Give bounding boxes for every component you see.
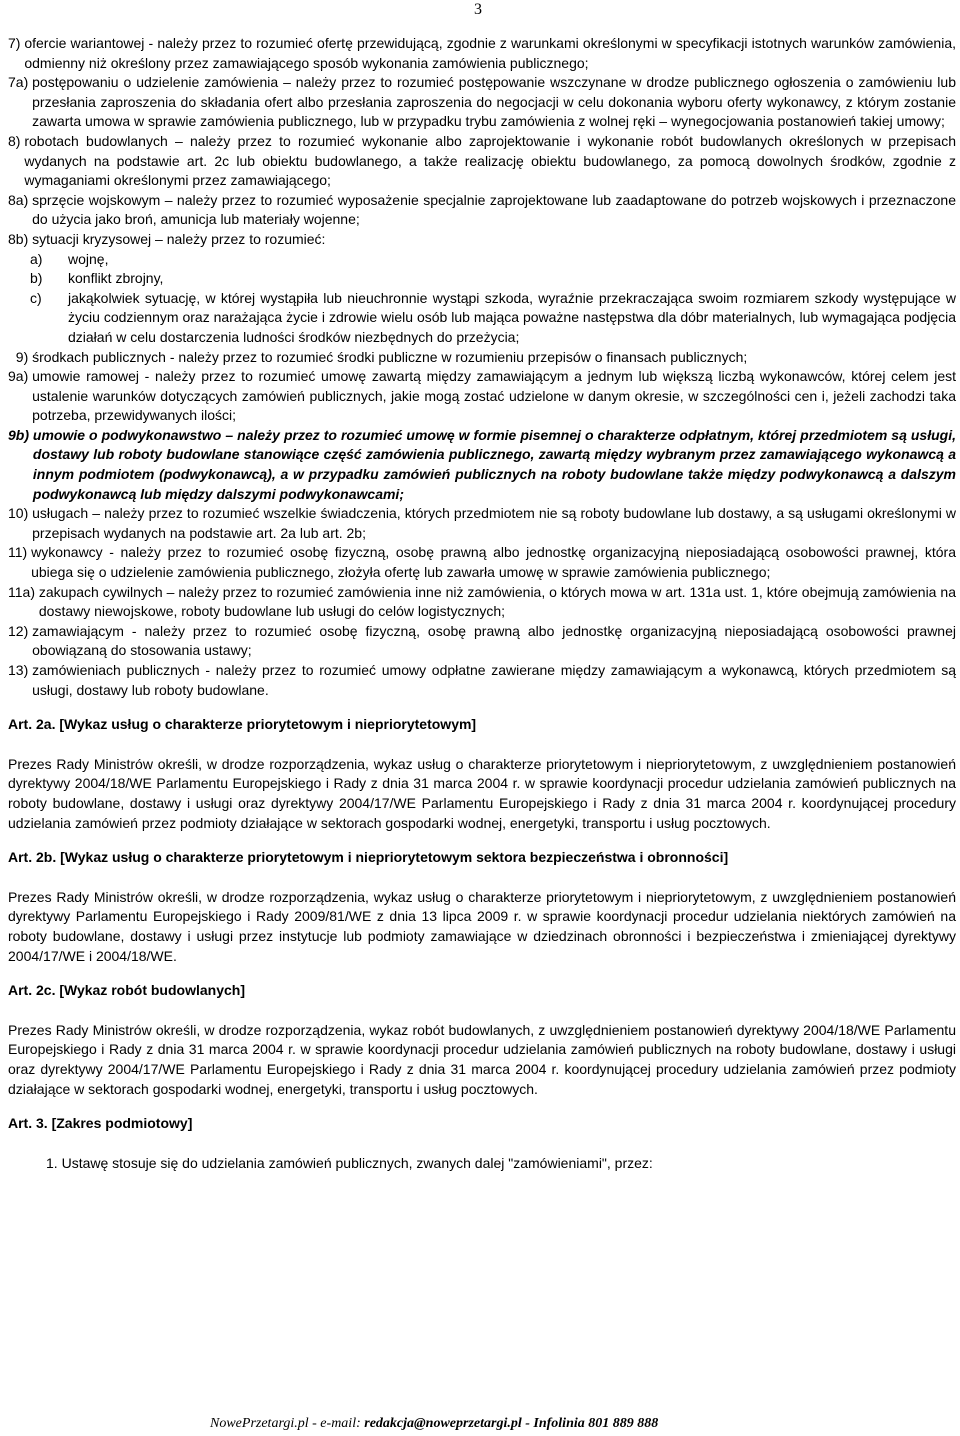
list-item: [8, 661, 956, 700]
list-item: [8, 543, 956, 582]
item-text: wykonawcy - należy przez to rozumieć osobę fizyczną, osobę prawną albo jednostkę organizacyjną nieposiadającą osobowości prawnej, która ubiega się o udzielenie zamówienia publicznego, złożyła ofertę lub zawarła umowę w sprawie zamówienia publicznego;: [31, 544, 956, 581]
footer: [210, 1416, 658, 1432]
definitions-list: [8, 34, 956, 250]
article-paragraph: Prezes Rady Ministrów określi, w drodze rozporządzenia, wykaz usług o charakterze priorytetowym i niepriorytetowym, z uwzględnieniem postanowień dyrektywy 2004/18/WE Parlamentu Europejskiego i Rady z dnia 31 marca 2004 r. w sprawie koordynacji procedur udzielania zamówień publicznych na roboty budowlane, dostawy i usługi oraz dyrektywy 2004/17/WE Parlamentu Europejskiego i Rady z dnia 31 marca 2004 r. koordynującej procedury udzielania zamówień przez podmioty działające w sektorach gospodarki wodnej, energetyki, transportu i usług pocztowych.: [8, 755, 956, 831]
list-item: [8, 34, 956, 73]
item-label: 9a): [8, 368, 33, 385]
list-item: [8, 622, 956, 661]
item-text: wojnę,: [68, 250, 109, 267]
item-label: 13): [8, 662, 33, 678]
list-item: [30, 250, 956, 270]
article-paragraph: Prezes Rady Ministrów określi, w drodze rozporządzenia, wykaz robót budowlanych, z uwzględnieniem postanowień dyrektywy 2004/18/WE Parlamentu Europejskiego i Rady z dnia 31 marca 2004 r. w sprawie koordynacji procedur udzielania zamówień publicznych na roboty budowlane, dostawy i usługi oraz dyrektywy 2004/17/WE Parlamentu Europejskiego i Rady z dnia 31 marca 2004 r. koordynującej procedury udzielania zamówień przez podmioty działające w sektorach gospodarki wodnej, energetyki, transportu i usług pocztowych.: [8, 1021, 956, 1097]
article-paragraph: Prezes Rady Ministrów określi, w drodze rozporządzenia, wykaz usług o charakterze priorytetowym i niepriorytetowym, z uwzględnieniem postanowień dyrektywy Parlamentu Europejskiego i Rady 2009/81/WE z dnia 13 lipca 2009 r. w sprawie koordynacji procedur udzielania niektórych zamówień na roboty budowlane, dostawy i usługi przez instytucje lub podmioty zamawiające w dziedzinach obronności i bezpieczeństwa i zmieniającej dyrektywy 2004/17/WE i 2004/18/WE.: [8, 888, 956, 964]
item-text: robotach budowlanych – należy przez to rozumieć wykonanie albo zaprojektowanie i wykonanie robót budowlanych określonych w przepisach wydanych na podstawie art. 2c lub obiektu budowlanego, a także realizację obiektu budowlanego, za pomocą dowolnych środków, zgodnie z wymaganiami określonymi przez zamawiającego;: [24, 132, 956, 189]
crisis-sublist: [8, 250, 956, 348]
footer-suffix: - Infolinia 801 889 888: [521, 1416, 659, 1431]
item-label: 11): [8, 544, 32, 561]
item-text: konflikt zbrojny,: [68, 270, 164, 287]
articles: [8, 715, 956, 1134]
article-3-item-1: [46, 1154, 956, 1174]
list-item: [30, 289, 956, 348]
item-text: środkach publicznych - należy przez to rozumieć środki publiczne w rozumieniu przepisów o finansach publicznych;: [32, 348, 748, 365]
page-number: 3: [474, 1, 482, 18]
list-item: [8, 191, 956, 230]
list-item: [8, 73, 956, 132]
list-item-9b: [8, 426, 956, 504]
item-text: postępowaniu o udzielenie zamówienia – należy przez to rozumieć postępowanie wszczynane w drodze publicznego ogłoszenia o zamówieniu lub przesłania zaproszenia do składania ofert albo przesłania zaproszenia do negocjacji w celu dokonania wyboru oferty wykonawcy, z którym zostanie zawarta umowa w sprawie zamówienia publicznego, lub w przypadku trybu zamówienia z wolnej ręki – wynegocjowania postanowień takiej umowy;: [32, 74, 956, 130]
item-text: umowie ramowej - należy przez to rozumieć umowę zawartą między zamawiającym a jednym lub większą liczbą wykonawców, której celem jest ustalenie warunków dotyczących zamówień publicznych, jakie mogą zostać udzielone w danym okresie, w szczególności cen i, jeżeli zachodzi taka potrzeba, przewidywanych ilości;: [32, 368, 956, 424]
item-label: 1.: [46, 1154, 62, 1171]
article-heading: Art. 2c. [Wykaz robót budowlanych]: [8, 982, 245, 999]
list-item: [8, 132, 956, 191]
item-label: 12): [8, 622, 33, 639]
item-label: 10): [8, 505, 33, 522]
list-item: [8, 583, 956, 622]
item-label: 8a): [8, 191, 33, 208]
item-text: umowie o podwykonawstwo – należy przez to rozumieć umowę w formie pisemnej o charakterze odpłatnym, której przedmiotem są usługi, dostawy lub roboty budowlane stanowiące część zamówienia publicznego, zawartą między wybranym przez zamawiającego wykonawcą a innym podmiotem (podwykonawcą), a w przypadku zamówień publicznych na roboty budowlane także między podwykonawcą a dalszym podwykonawcą lub między dalszymi podwykonawcami;: [32, 426, 956, 502]
item-label: 8): [8, 132, 25, 149]
definitions-list-final: [8, 504, 956, 700]
item-text: ofercie wariantowej - należy przez to rozumieć ofertę przewidującą, zgodnie z warunkami określonymi w specyfikacji istotnych warunków zamówienia, odmienny niż określony przez zamawiającego sposób wykonania zamówienia publicznego;: [24, 35, 956, 71]
item-label: 8b): [8, 230, 33, 247]
article-heading: Art. 2a. [Wykaz usług o charakterze priorytetowym i niepriorytetowym]: [8, 716, 477, 733]
item-text: zakupach cywilnych – należy przez to rozumieć zamówienia inne niż zamówienia, o których mowa w art. 131a ust. 1, które obejmują zamówienia na dostawy niewojskowe, roboty budowlane lub usługi do celów logistycznych;: [38, 583, 956, 620]
item-text: jakąkolwiek sytuację, w której wystąpiła lub nieuchronnie wystąpi szkoda, wyraźnie przekraczająca swoim rozmiarem szkody występujące w życiu codziennym oraz narażająca życie i zdrowie wielu osób lub mająca poważne następstwa dla dóbr materialnych, lub wymagająca podjęcia działań w celu dostarczenia ludności środków niezbędnych do przeżycia;: [68, 289, 956, 345]
item-text: sprzęcie wojskowym – należy przez to rozumieć wyposażenie specjalnie zaprojektowane lub zaadaptowane do potrzeb wojskowych i przeznaczone do użycia jako broń, amunicja lub materiały wojenne;: [32, 191, 956, 228]
list-item: [30, 269, 956, 289]
item-text: usługach – należy przez to rozumieć wszelkie świadczenia, których przedmiotem nie są roboty budowlane lub dostawy, a są usługami określonymi w przepisach wydanych na podstawie art. 2a lub art. 2b;: [32, 505, 956, 541]
item-label: c): [30, 289, 42, 306]
list-item: [8, 348, 956, 368]
item-label: 9): [8, 348, 33, 365]
list-item: [8, 230, 956, 250]
item-label: b): [30, 270, 43, 287]
item-text: sytuacji kryzysowej – należy przez to rozumieć:: [32, 230, 326, 247]
definitions-list-continued: [8, 348, 956, 426]
footer-email[interactable]: redakcja@noweprzetargi.pl: [364, 1416, 522, 1431]
item-label: 11a): [8, 583, 39, 600]
article-heading: Art. 3. [Zakres podmiotowy]: [8, 1115, 193, 1132]
list-item: [8, 367, 956, 426]
item-label: 7a): [8, 74, 33, 91]
item-text: Ustawę stosuje się do udzielania zamówień publicznych, zwanych dalej "zamówieniami", przez:: [61, 1154, 653, 1171]
item-label: 7): [8, 35, 25, 51]
article-heading: Art. 2b. [Wykaz usług o charakterze priorytetowym i niepriorytetowym sektora bezpieczeństwa i obronności]: [8, 849, 729, 866]
list-item: [8, 504, 956, 543]
item-text: zamawiającym - należy przez to rozumieć osobę fizyczną, osobę prawną albo jednostkę organizacyjną nieposiadającą osobowości prawnej obowiązaną do stosowania ustawy;: [32, 622, 956, 659]
document-body: [8, 34, 956, 1173]
footer-prefix: NowePrzetargi.pl - e-mail:: [210, 1416, 365, 1431]
item-text: zamówieniach publicznych - należy przez to rozumieć umowy odpłatne zawierane między zamawiającym a wykonawcą, których przedmiotem są usługi, dostawy lub roboty budowlane.: [32, 662, 956, 698]
item-label: a): [30, 250, 43, 267]
item-label: 9b): [8, 426, 33, 443]
